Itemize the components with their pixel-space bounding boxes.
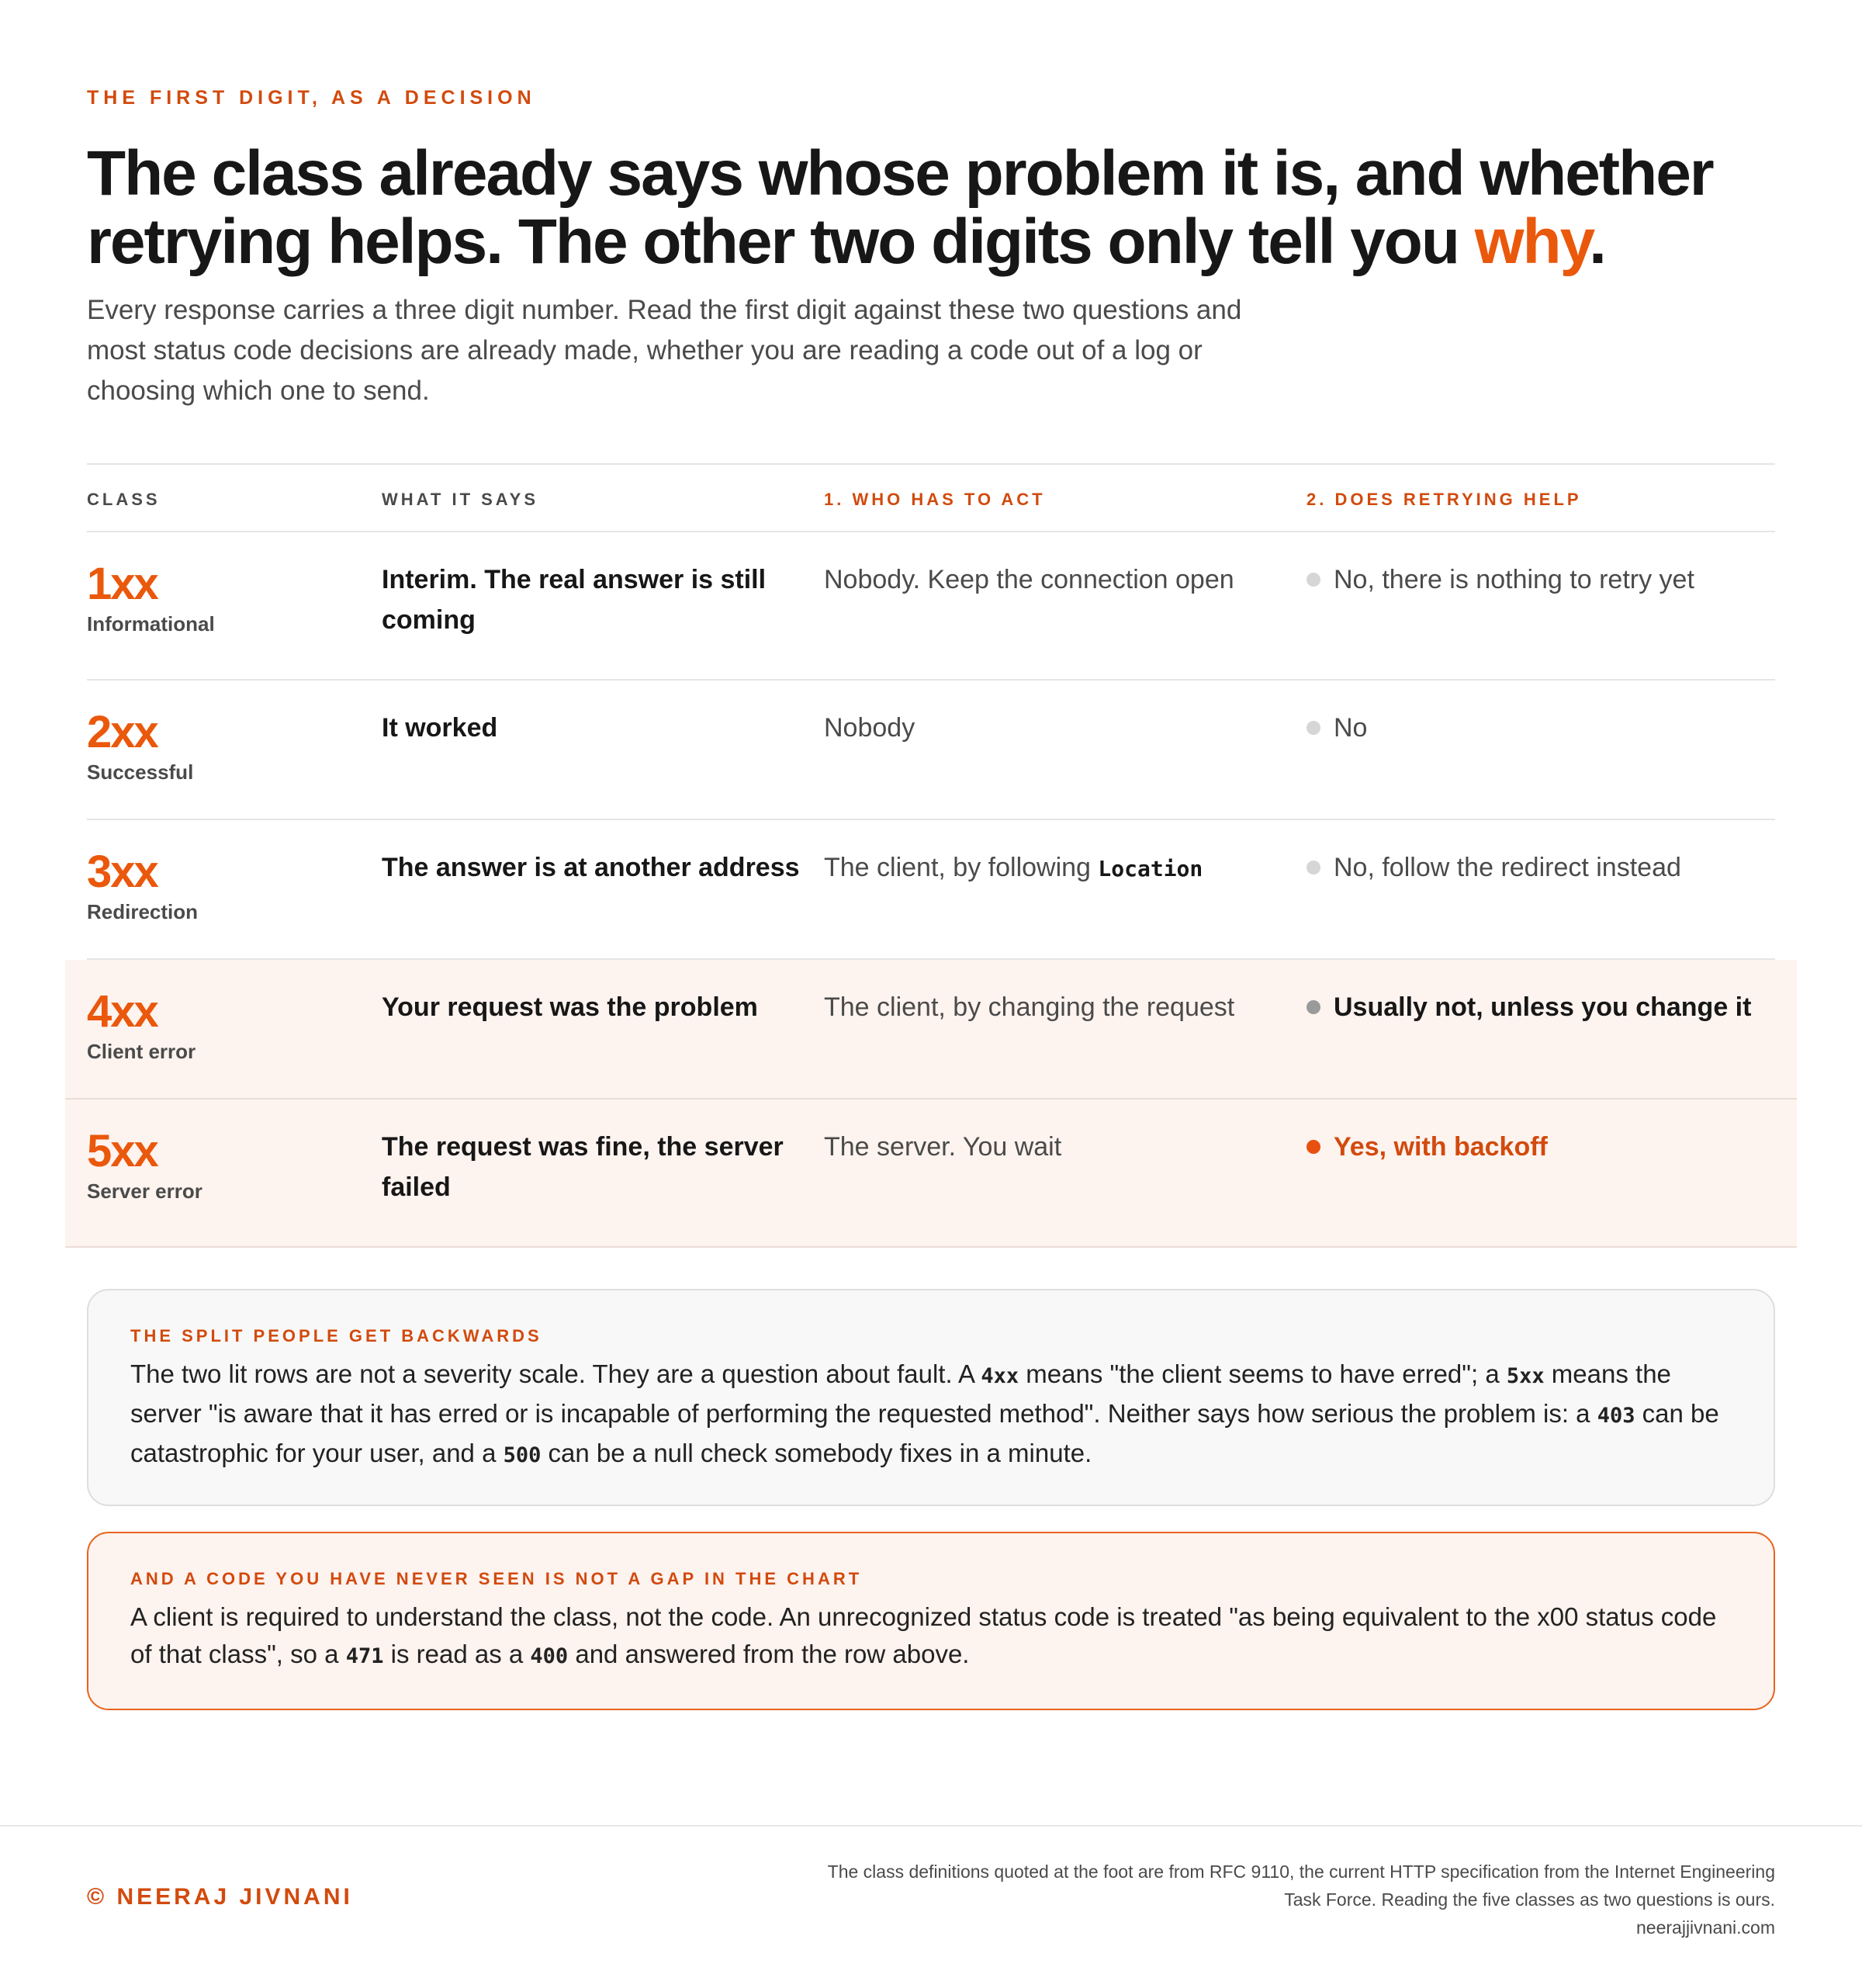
table-row-highlighted [65,1100,1797,1248]
status-class-table [87,463,1775,1248]
table-row-highlighted [65,960,1797,1100]
who-has-to-act [824,708,1274,748]
class-name: Server error [87,1179,202,1203]
headline-line-2: retrying helps. The other two digits only tell you [87,206,1475,277]
indicator-dot-icon [1307,721,1320,735]
retry-text: Usually not, unless you change it [1334,992,1752,1022]
credit-line: The class definitions quoted at the foot are from RFC 9110, the current HTTP specification from the Internet Engineering [827,1862,1775,1882]
what-it-says: Your request was the problem [382,992,758,1022]
text-segment: means "the client seems to have erred"; a [1019,1359,1507,1388]
class-cell [87,708,193,784]
what-it-says: The answer is at another address [382,853,800,882]
class-cell [87,847,198,924]
text-segment: can be a null check somebody fixes in a minute. [541,1439,1092,1467]
who-has-to-act [824,987,1274,1027]
class-code: 2xx [87,707,157,757]
class-cell [87,1127,202,1204]
text-segment: means the server "is aware that it has erred or is incapable of performing the requested method". Neither says how serious the problem is: a [130,1359,1671,1428]
who-has-to-act [824,847,1274,889]
headline-accent: why [1474,206,1590,277]
class-name: Redirection [87,900,199,923]
source-credit [689,1858,1775,1941]
indicator-dot-icon [1307,1140,1320,1154]
retry-answer [1307,847,1681,888]
text-segment: and answered from the row above. [568,1640,970,1668]
code-4xx: 4xx [981,1364,1019,1388]
website-link[interactable]: neerajjivnani.com [1636,1917,1775,1938]
header-who-has-to-act: 1. WHO HAS TO ACT [824,490,1046,509]
callout-body [130,1598,1732,1675]
class-name: Client error [87,1040,196,1063]
callout-label: THE SPLIT PEOPLE GET BACKWARDS [130,1326,542,1346]
indicator-dot-icon [1307,861,1320,875]
table-row [87,820,1775,960]
brand-copyright: © NEERAJ JIVNANI [87,1884,353,1910]
table-row [87,532,1775,681]
who-text: The client, by changing the request [824,992,1235,1022]
retry-answer [1307,1127,1548,1167]
class-name: Successful [87,760,194,784]
callout-unknown-code [87,1532,1775,1710]
class-code: 4xx [87,986,157,1037]
credit-line: Task Force. Reading the five classes as two questions is ours. [1284,1889,1775,1910]
what-it-says: It worked [382,713,498,743]
class-code: 5xx [87,1126,157,1176]
class-name: Informational [87,612,215,636]
indicator-dot-icon [1307,573,1320,587]
headline-period: . [1589,206,1605,277]
eyebrow: THE FIRST DIGIT, AS A DECISION [87,87,536,109]
text-segment: A client is required to understand the class, not the code. An unrecognized status code is treated "as being equivalent to the x00 status code of that class", so a [130,1602,1717,1668]
header-what-it-says: WHAT IT SAYS [382,490,539,509]
who-text: The client, by following [824,853,1099,882]
callout-split-backwards [87,1289,1775,1506]
what-it-says: Interim. The real answer is still coming [382,565,767,635]
class-code: 3xx [87,847,157,897]
code-471: 471 [345,1644,384,1668]
retry-text: No, follow the redirect instead [1334,853,1681,882]
who-text: Nobody [824,713,915,743]
callout-body [130,1356,1732,1474]
header-class: CLASS [87,490,161,509]
text-segment: is read as a [383,1640,531,1668]
who-text: Nobody. Keep the connection open [824,565,1234,594]
footer [0,1825,1862,1988]
location-header-code: Location [1098,856,1203,881]
retry-answer [1307,559,1694,600]
text-segment: The two lit rows are not a severity scale. They are a question about fault. A [130,1359,981,1388]
code-400: 400 [530,1644,569,1668]
retry-text: Yes, with backoff [1334,1132,1548,1162]
headline-line-1: The class already says whose problem it is, and whether [87,138,1713,209]
indicator-dot-icon [1307,1000,1320,1014]
who-has-to-act [824,559,1274,600]
page-title [87,140,1775,276]
table-header [87,463,1775,532]
header-does-retrying-help: 2. DOES RETRYING HELP [1307,490,1582,509]
retry-answer [1307,708,1367,748]
retry-answer [1307,987,1751,1027]
class-code: 1xx [87,559,157,609]
callout-label: AND A CODE YOU HAVE NEVER SEEN IS NOT A GAP IN THE CHART [130,1569,863,1588]
retry-text: No, there is nothing to retry yet [1334,565,1694,594]
code-5xx: 5xx [1506,1364,1545,1388]
who-text: The server. You wait [824,1132,1062,1162]
who-has-to-act [824,1127,1274,1167]
table-row [87,681,1775,820]
code-403: 403 [1597,1404,1635,1428]
what-it-says: The request was fine, the server failed [382,1132,784,1202]
lede-paragraph: Every response carries a three digit number. Read the first digit against these two questions and most status code decisions are already made, whether you are reading a code out of a log or choosing which one to send. [87,295,1242,406]
retry-text: No [1334,713,1368,743]
code-500: 500 [503,1443,542,1467]
class-cell [87,987,196,1064]
text-segment: can be catastrophic for your user, and a [130,1399,1719,1467]
class-cell [87,559,215,636]
